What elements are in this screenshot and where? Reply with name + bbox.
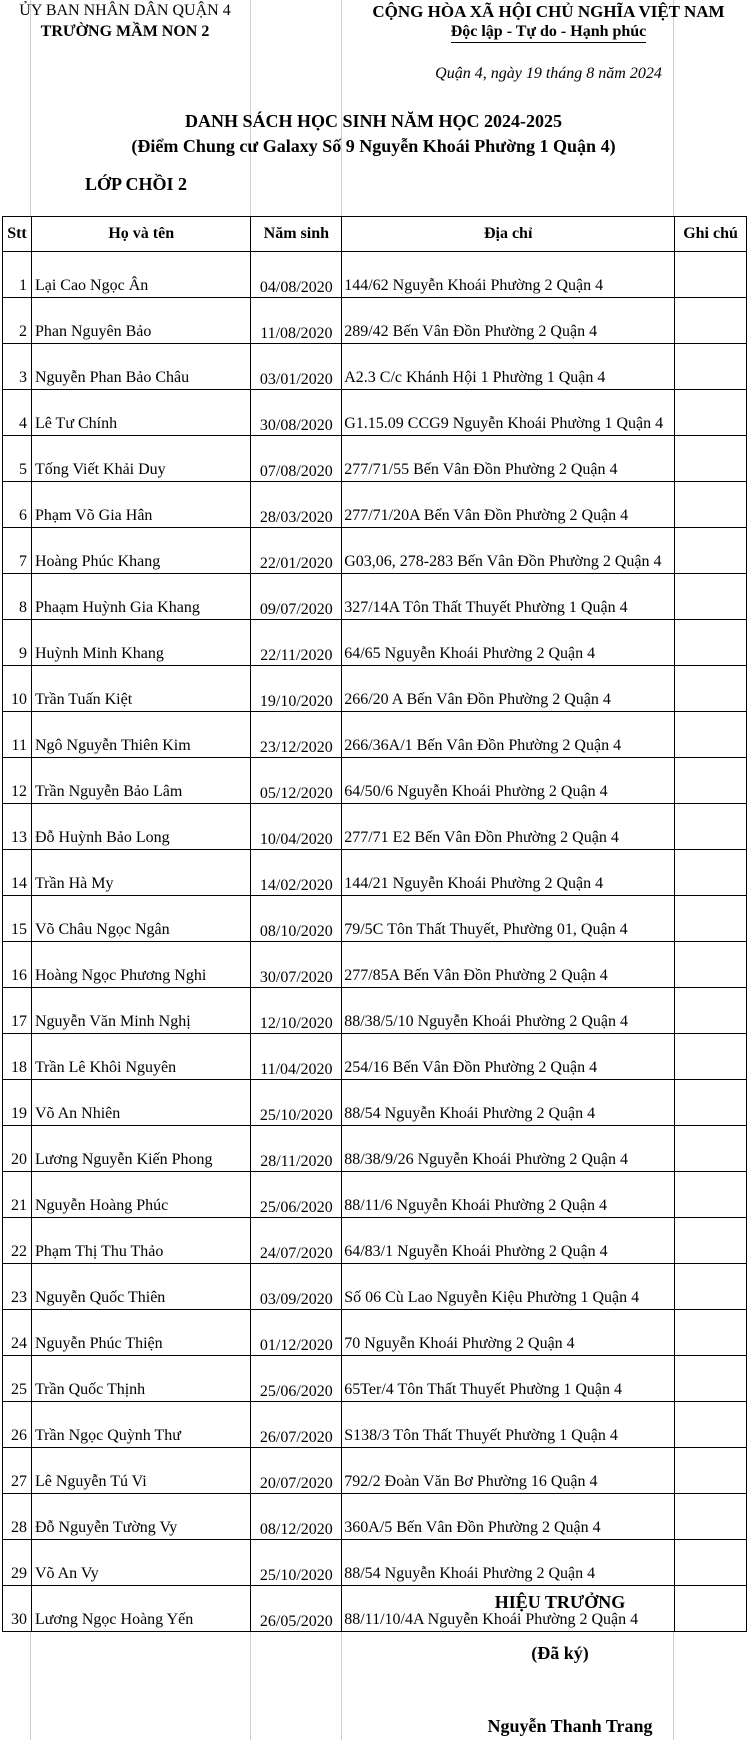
row-dob: 12/10/2020 bbox=[251, 988, 342, 1034]
row-stt: 11 bbox=[3, 712, 32, 758]
row-name: Lương Ngọc Hoàng Yến bbox=[31, 1586, 251, 1632]
row-note bbox=[675, 942, 747, 988]
row-address: 88/38/9/26 Nguyễn Khoái Phường 2 Quận 4 bbox=[342, 1126, 675, 1172]
row-stt: 3 bbox=[3, 344, 32, 390]
row-note bbox=[675, 1218, 747, 1264]
row-dob: 24/07/2020 bbox=[251, 1218, 342, 1264]
row-dob: 07/08/2020 bbox=[251, 436, 342, 482]
table-row bbox=[3, 1402, 747, 1448]
row-note bbox=[675, 298, 747, 344]
table-row bbox=[3, 482, 747, 528]
row-name: Trần Tuấn Kiệt bbox=[31, 666, 251, 712]
row-address: G03,06, 278-283 Bến Vân Đồn Phường 2 Quận 4 bbox=[342, 528, 675, 574]
row-name: Võ An Nhiên bbox=[31, 1080, 251, 1126]
principal-name: Nguyễn Thanh Trang bbox=[487, 1716, 653, 1736]
row-note bbox=[675, 1402, 747, 1448]
row-name: Trần Quốc Thịnh bbox=[31, 1356, 251, 1402]
row-note bbox=[675, 1080, 747, 1126]
row-name: Trần Nguyễn Bảo Lâm bbox=[31, 758, 251, 804]
row-dob: 28/03/2020 bbox=[251, 482, 342, 528]
table-row bbox=[3, 1264, 747, 1310]
row-address: 277/71 E2 Bến Vân Đồn Phường 2 Quận 4 bbox=[342, 804, 675, 850]
row-name: Võ An Vy bbox=[31, 1540, 251, 1586]
row-dob: 22/11/2020 bbox=[251, 620, 342, 666]
row-dob: 25/06/2020 bbox=[251, 1356, 342, 1402]
row-address: 88/54 Nguyễn Khoái Phường 2 Quận 4 bbox=[342, 1540, 675, 1586]
row-address: 88/38/5/10 Nguyễn Khoái Phường 2 Quận 4 bbox=[342, 988, 675, 1034]
row-note bbox=[675, 390, 747, 436]
header-dob: Năm sinh bbox=[251, 217, 342, 252]
row-address: 79/5C Tôn Thất Thuyết, Phường 01, Quận 4 bbox=[342, 896, 675, 942]
row-note bbox=[675, 1494, 747, 1540]
row-note bbox=[675, 666, 747, 712]
row-address: 277/85A Bến Vân Đồn Phường 2 Quận 4 bbox=[342, 942, 675, 988]
row-dob: 03/01/2020 bbox=[251, 344, 342, 390]
row-stt: 29 bbox=[3, 1540, 32, 1586]
row-dob: 22/01/2020 bbox=[251, 528, 342, 574]
row-address: 327/14A Tôn Thất Thuyết Phường 1 Quận 4 bbox=[342, 574, 675, 620]
row-address: 70 Nguyễn Khoái Phường 2 Quận 4 bbox=[342, 1310, 675, 1356]
table-row bbox=[3, 620, 747, 666]
row-dob: 26/05/2020 bbox=[251, 1586, 342, 1632]
row-name: Lê Nguyễn Tú Vi bbox=[31, 1448, 251, 1494]
row-stt: 16 bbox=[3, 942, 32, 988]
row-name: Lê Tư Chính bbox=[31, 390, 251, 436]
row-note bbox=[675, 1034, 747, 1080]
row-stt: 21 bbox=[3, 1172, 32, 1218]
signed-note: (Đã ký) bbox=[531, 1643, 589, 1663]
row-address: 266/36A/1 Bến Vân Đồn Phường 2 Quận 4 bbox=[342, 712, 675, 758]
row-dob: 03/09/2020 bbox=[251, 1264, 342, 1310]
row-note bbox=[675, 528, 747, 574]
row-note bbox=[675, 252, 747, 298]
row-note bbox=[675, 1126, 747, 1172]
row-stt: 1 bbox=[3, 252, 32, 298]
motto bbox=[350, 23, 747, 41]
table-row bbox=[3, 1172, 747, 1218]
row-dob: 11/04/2020 bbox=[251, 1034, 342, 1080]
row-stt: 7 bbox=[3, 528, 32, 574]
table-row bbox=[3, 942, 747, 988]
header-name: Họ và tên bbox=[31, 217, 251, 252]
row-stt: 20 bbox=[3, 1126, 32, 1172]
row-address: 88/11/10/4A Nguyễn Khoái Phường 2 Quận 4 bbox=[342, 1586, 675, 1632]
row-stt: 27 bbox=[3, 1448, 32, 1494]
row-name: Đỗ Nguyễn Tường Vy bbox=[31, 1494, 251, 1540]
row-stt: 15 bbox=[3, 896, 32, 942]
row-name: Đỗ Huỳnh Bảo Long bbox=[31, 804, 251, 850]
row-stt: 2 bbox=[3, 298, 32, 344]
row-dob: 23/12/2020 bbox=[251, 712, 342, 758]
row-name: Trần Hà My bbox=[31, 850, 251, 896]
row-address: A2.3 C/c Khánh Hội 1 Phường 1 Quận 4 bbox=[342, 344, 675, 390]
row-address: 88/54 Nguyễn Khoái Phường 2 Quận 4 bbox=[342, 1080, 675, 1126]
table-row bbox=[3, 850, 747, 896]
row-address: 277/71/55 Bến Vân Đồn Phường 2 Quận 4 bbox=[342, 436, 675, 482]
row-dob: 28/11/2020 bbox=[251, 1126, 342, 1172]
row-stt: 5 bbox=[3, 436, 32, 482]
table-row bbox=[3, 1218, 747, 1264]
row-name: Trần Ngọc Quỳnh Thư bbox=[31, 1402, 251, 1448]
table-row bbox=[3, 574, 747, 620]
row-stt: 10 bbox=[3, 666, 32, 712]
motto-text: Độc lập - Tự do - Hạnh phúc bbox=[451, 23, 647, 43]
row-stt: 6 bbox=[3, 482, 32, 528]
row-stt: 14 bbox=[3, 850, 32, 896]
row-note bbox=[675, 896, 747, 942]
row-dob: 25/06/2020 bbox=[251, 1172, 342, 1218]
table-row bbox=[3, 1540, 747, 1586]
table-row bbox=[3, 344, 747, 390]
row-address: 65Ter/4 Tôn Thất Thuyết Phường 1 Quận 4 bbox=[342, 1356, 675, 1402]
row-stt: 4 bbox=[3, 390, 32, 436]
row-address: 64/65 Nguyễn Khoái Phường 2 Quận 4 bbox=[342, 620, 675, 666]
row-note bbox=[675, 1172, 747, 1218]
row-address: Số 06 Cù Lao Nguyễn Kiệu Phường 1 Quận 4 bbox=[342, 1264, 675, 1310]
row-name: Phạm Võ Gia Hân bbox=[31, 482, 251, 528]
row-dob: 04/08/2020 bbox=[251, 252, 342, 298]
row-note bbox=[675, 436, 747, 482]
row-name: Lại Cao Ngọc Ân bbox=[31, 252, 251, 298]
row-stt: 26 bbox=[3, 1402, 32, 1448]
row-note bbox=[675, 988, 747, 1034]
row-stt: 23 bbox=[3, 1264, 32, 1310]
row-note bbox=[675, 1356, 747, 1402]
row-stt: 28 bbox=[3, 1494, 32, 1540]
table-row bbox=[3, 436, 747, 482]
row-note bbox=[675, 758, 747, 804]
row-address: 88/11/6 Nguyễn Khoái Phường 2 Quận 4 bbox=[342, 1172, 675, 1218]
row-name: Võ Châu Ngọc Ngân bbox=[31, 896, 251, 942]
row-dob: 11/08/2020 bbox=[251, 298, 342, 344]
row-note bbox=[675, 620, 747, 666]
table-row bbox=[3, 896, 747, 942]
row-name: Tống Viết Khải Duy bbox=[31, 436, 251, 482]
row-dob: 19/10/2020 bbox=[251, 666, 342, 712]
row-address: 144/21 Nguyễn Khoái Phường 2 Quận 4 bbox=[342, 850, 675, 896]
row-stt: 8 bbox=[3, 574, 32, 620]
row-dob: 08/12/2020 bbox=[251, 1494, 342, 1540]
org-name: ỦY BAN NHÂN DÂN QUẬN 4 bbox=[19, 2, 231, 19]
row-dob: 26/07/2020 bbox=[251, 1402, 342, 1448]
row-address: 277/71/20A Bến Vân Đồn Phường 2 Quận 4 bbox=[342, 482, 675, 528]
row-dob: 10/04/2020 bbox=[251, 804, 342, 850]
row-name: Trần Lê Khôi Nguyên bbox=[31, 1034, 251, 1080]
school-name: TRƯỜNG MẦM NON 2 bbox=[40, 23, 210, 40]
row-name: Nguyễn Hoàng Phúc bbox=[31, 1172, 251, 1218]
row-dob: 25/10/2020 bbox=[251, 1540, 342, 1586]
row-dob: 08/10/2020 bbox=[251, 896, 342, 942]
row-note bbox=[675, 482, 747, 528]
row-stt: 9 bbox=[3, 620, 32, 666]
row-dob: 05/12/2020 bbox=[251, 758, 342, 804]
row-note bbox=[675, 344, 747, 390]
row-address: 266/20 A Bến Vân Đồn Phường 2 Quận 4 bbox=[342, 666, 675, 712]
row-address: 289/42 Bến Vân Đồn Phường 2 Quận 4 bbox=[342, 298, 675, 344]
row-note bbox=[675, 1264, 747, 1310]
row-name: Nguyễn Phan Bảo Châu bbox=[31, 344, 251, 390]
row-dob: 25/10/2020 bbox=[251, 1080, 342, 1126]
row-stt: 17 bbox=[3, 988, 32, 1034]
table-row bbox=[3, 528, 747, 574]
row-dob: 30/07/2020 bbox=[251, 942, 342, 988]
row-note bbox=[675, 1310, 747, 1356]
page-title: DANH SÁCH HỌC SINH NĂM HỌC 2024-2025 bbox=[184, 111, 562, 131]
header-note: Ghi chú bbox=[675, 217, 747, 252]
row-name: Phan Nguyên Bảo bbox=[31, 298, 251, 344]
row-address: G1.15.09 CCG9 Nguyễn Khoái Phường 1 Quận 4 bbox=[342, 390, 675, 436]
row-stt: 30 bbox=[3, 1586, 32, 1632]
row-note bbox=[675, 1448, 747, 1494]
row-name: Huỳnh Minh Khang bbox=[31, 620, 251, 666]
table-row bbox=[3, 758, 747, 804]
table-row bbox=[3, 988, 747, 1034]
table-row bbox=[3, 390, 747, 436]
row-address: 792/2 Đoàn Văn Bơ Phường 16 Quận 4 bbox=[342, 1448, 675, 1494]
row-name: Hoàng Phúc Khang bbox=[31, 528, 251, 574]
row-name: Hoàng Ngọc Phương Nghi bbox=[31, 942, 251, 988]
table-row bbox=[3, 1310, 747, 1356]
row-name: Phạm Thị Thu Thảo bbox=[31, 1218, 251, 1264]
row-stt: 24 bbox=[3, 1310, 32, 1356]
table-row bbox=[3, 666, 747, 712]
row-stt: 13 bbox=[3, 804, 32, 850]
row-address: 144/62 Nguyễn Khoái Phường 2 Quận 4 bbox=[342, 252, 675, 298]
row-stt: 18 bbox=[3, 1034, 32, 1080]
row-note bbox=[675, 850, 747, 896]
row-stt: 22 bbox=[3, 1218, 32, 1264]
table-row bbox=[3, 1448, 747, 1494]
row-stt: 25 bbox=[3, 1356, 32, 1402]
table-row bbox=[3, 1034, 747, 1080]
table-row bbox=[3, 252, 747, 298]
republic-heading: CỘNG HÒA XÃ HỘI CHỦ NGHĨA VIỆT NAM bbox=[372, 2, 725, 21]
header-stt: Stt bbox=[3, 217, 32, 252]
table-row bbox=[3, 1126, 747, 1172]
row-note bbox=[675, 574, 747, 620]
row-dob: 01/12/2020 bbox=[251, 1310, 342, 1356]
table-row bbox=[3, 804, 747, 850]
row-name: Nguyễn Quốc Thiên bbox=[31, 1264, 251, 1310]
row-note bbox=[675, 712, 747, 758]
table-row bbox=[3, 1494, 747, 1540]
table-header-row bbox=[3, 217, 747, 252]
row-dob: 20/07/2020 bbox=[251, 1448, 342, 1494]
row-address: 360A/5 Bến Vân Đồn Phường 2 Quận 4 bbox=[342, 1494, 675, 1540]
row-address: 64/50/6 Nguyễn Khoái Phường 2 Quận 4 bbox=[342, 758, 675, 804]
row-name: Nguyễn Văn Minh Nghị bbox=[31, 988, 251, 1034]
row-name: Ngô Nguyễn Thiên Kim bbox=[31, 712, 251, 758]
row-dob: 14/02/2020 bbox=[251, 850, 342, 896]
row-name: Lương Nguyễn Kiến Phong bbox=[31, 1126, 251, 1172]
row-stt: 12 bbox=[3, 758, 32, 804]
table-row bbox=[3, 1080, 747, 1126]
row-address: 254/16 Bến Vân Đồn Phường 2 Quận 4 bbox=[342, 1034, 675, 1080]
row-note bbox=[675, 804, 747, 850]
row-address: S138/3 Tôn Thất Thuyết Phường 1 Quận 4 bbox=[342, 1402, 675, 1448]
class-name: LỚP CHỒI 2 bbox=[85, 174, 188, 194]
row-dob: 30/08/2020 bbox=[251, 390, 342, 436]
row-note bbox=[675, 1540, 747, 1586]
principal-title: HIỆU TRƯỞNG bbox=[494, 1592, 626, 1612]
student-table bbox=[2, 216, 747, 1632]
table-row bbox=[3, 298, 747, 344]
table-row bbox=[3, 712, 747, 758]
dateline: Quận 4, ngày 19 tháng 8 năm 2024 bbox=[435, 65, 662, 82]
row-stt: 19 bbox=[3, 1080, 32, 1126]
header-address: Địa chỉ bbox=[342, 217, 675, 252]
page-subtitle: (Điểm Chung cư Galaxy Số 9 Nguyễn Khoái Phường 1 Quận 4) bbox=[131, 136, 616, 156]
row-address: 64/83/1 Nguyễn Khoái Phường 2 Quận 4 bbox=[342, 1218, 675, 1264]
row-name: Nguyễn Phúc Thiện bbox=[31, 1310, 251, 1356]
table-row bbox=[3, 1356, 747, 1402]
row-name: Phaạm Huỳnh Gia Khang bbox=[31, 574, 251, 620]
row-dob: 09/07/2020 bbox=[251, 574, 342, 620]
